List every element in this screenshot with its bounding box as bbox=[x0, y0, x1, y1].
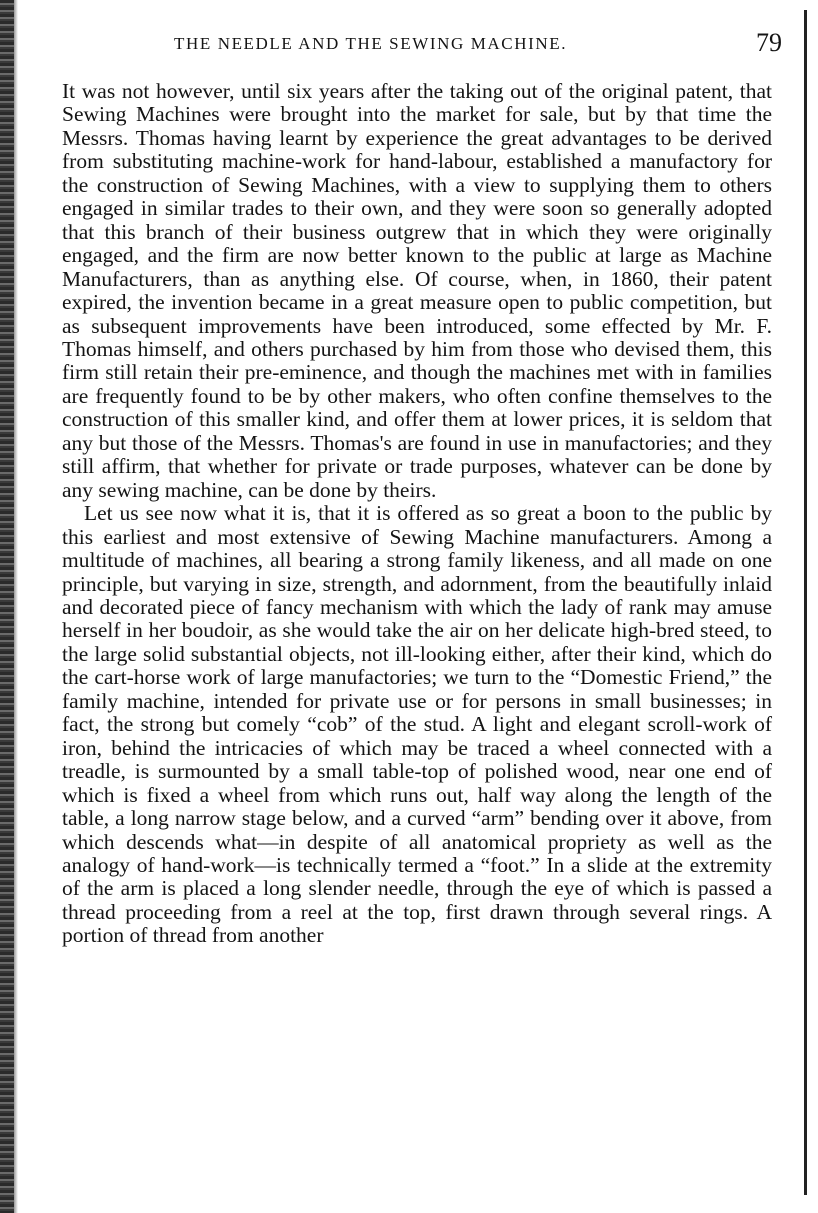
body-text bbox=[62, 80, 772, 948]
page-number: 79 bbox=[756, 28, 782, 57]
binding-gutter bbox=[0, 0, 14, 1213]
running-head: THE NEEDLE AND THE SEWING MACHINE. bbox=[174, 34, 568, 53]
paragraph-1: It was not however, until six years after the taking out of the original patent, that Sewing Machines were brought into the market for sale, but by that time the Messrs. Thomas having learnt by experience the great advantages to be derived from substituting machine-work for hand-labour, established a manufactory for the construction of Sewing Machines, with a view to supplying them to others engaged in similar trades to their own, and they were soon so generally adopted that this branch of their business outgrew that in which they were originally engaged, and the firm are now better known to the public at large as Machine Manufacturers, than as anything else. Of course, when, in 1860, their patent expired, the invention became in a great measure open to public competition, but as subsequent improvements have been introduced, some effected by Mr. F. Thomas himself, and others purchased by him from those who devised them, this firm still retain their pre-eminence, and though the machines met with in families are frequently found to be by other makers, who often confine themselves to the construction of this smaller kind, and offer them at lower prices, it is seldom that any but those of the Messrs. Thomas's are found in use in manufactories; and they still affirm, that whether for private or trade purposes, whatever can be done by any sewing machine, can be done by theirs. bbox=[62, 79, 772, 502]
page-header bbox=[62, 30, 782, 62]
binding-gutter-edge bbox=[14, 0, 18, 1213]
paragraph-2: Let us see now what it is, that it is offered as so great a boon to the public by this earliest and most extensive of Sewing Machine manufacturers. Among a multitude of machines, all bearing a strong family likeness, and all made on one principle, but varying in size, strength, and adornment, from the beautifully inlaid and decorated piece of fancy mechanism with which the lady of rank may amuse herself in her boudoir, as she would take the air on her delicate high-bred steed, to the large solid substantial objects, not ill-looking either, after their kind, which do the cart-horse work of large manufactories; we turn to the “Domestic Friend,” the family machine, intended for private use or for persons in small businesses; in fact, the strong but comely “cob” of the stud. A light and elegant scroll-work of iron, behind the intricacies of which may be traced a wheel connected with a treadle, is surmounted by a small table-top of polished wood, near one end of which is fixed a wheel from which runs out, half way along the length of the table, a long narrow stage below, and a curved “arm” bending over it above, from which descends what—in despite of all anatomical propriety as well as the analogy of hand-work—is technically termed a “foot.” In a slide at the extremity of the arm is placed a long slender needle, through the eye of which is passed a thread proceeding from a reel at the top, first drawn through several rings. A portion of thread from another bbox=[62, 501, 772, 948]
page-edge-rule bbox=[804, 10, 807, 1195]
